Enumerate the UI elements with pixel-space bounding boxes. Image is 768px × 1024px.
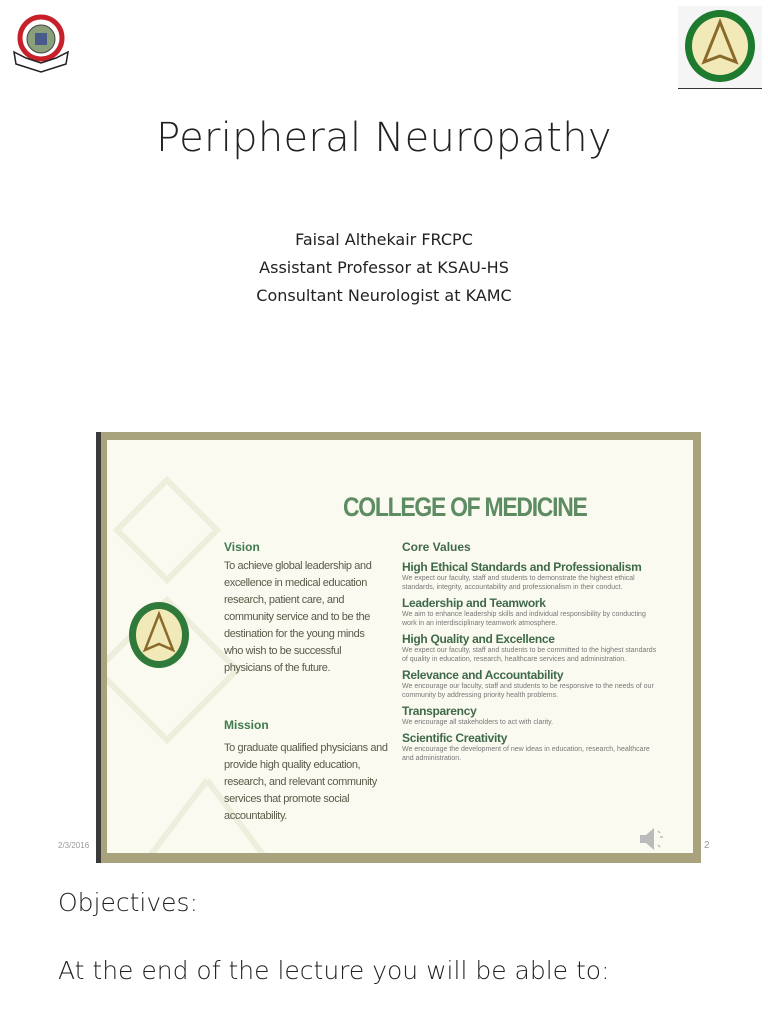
core-value-text: We encourage our faculty, staff and students to be responsive to the needs of our community by addressing priority health problems. xyxy=(402,683,654,699)
core-value-text: We expect our faculty, staff and students to be committed to the highest standards of quality in education, research, healthcare services and administration. xyxy=(402,647,657,663)
core-value-text: We aim to enhance leadership skills and individual responsibility by conducting work in an interdisciplinary teamwork atmosphere. xyxy=(402,611,646,627)
core-value-text: We encourage all stakeholders to act with clarity. xyxy=(402,719,554,726)
mission-text: To graduate qualified physicians and provide high quality education, research, and relevant community services that promote social accountability. xyxy=(224,742,388,822)
left-logo xyxy=(12,8,70,78)
author-name: Faisal Althekair FRCPC xyxy=(295,230,473,249)
core-values xyxy=(402,540,662,763)
core-value xyxy=(402,731,662,763)
core-value-title: Relevance and Accountability xyxy=(402,668,564,682)
right-logo xyxy=(678,6,762,89)
core-value-title: Leadership and Teamwork xyxy=(402,596,546,610)
author-role: Consultant Neurologist at KAMC xyxy=(256,286,512,305)
core-value-title: High Quality and Excellence xyxy=(402,632,555,646)
author-position: Assistant Professor at KSAU-HS xyxy=(259,258,509,277)
core-values-title: Core Values xyxy=(402,540,471,554)
slide-page-number: 2 xyxy=(704,840,710,851)
vision-text: To achieve global leadership and excellence in medical education research, patient care, and community service and to be the destination for the young minds who wish to be successful physicians of the future. xyxy=(224,560,372,674)
objectives-heading: Objectives: xyxy=(58,888,198,917)
core-value xyxy=(402,632,662,664)
slide-date: 2/3/2016 xyxy=(58,841,90,850)
core-value-text: We encourage the development of new ideas in education, research, healthcare and administration. xyxy=(402,746,650,762)
core-value-text: We expect our faculty, staff and students to demonstrate the highest ethical standards, integrity, accountability and professionalism in their conduct. xyxy=(402,575,635,591)
mission-title: Mission xyxy=(224,718,269,732)
vision-title: Vision xyxy=(224,540,260,554)
embedded-slide-image xyxy=(96,432,701,863)
core-value-title: High Ethical Standards and Professionalism xyxy=(402,560,642,574)
page-title: Peripheral Neuropathy xyxy=(156,115,612,161)
core-value xyxy=(402,668,662,700)
core-value xyxy=(402,596,662,628)
college-seal xyxy=(127,600,191,675)
slide-heading: COLLEGE OF MEDICINE xyxy=(343,492,587,522)
core-value-title: Transparency xyxy=(402,704,477,718)
core-value-title: Scientific Creativity xyxy=(402,731,508,745)
core-value xyxy=(402,704,662,727)
objectives-intro: At the end of the lecture you will be able to: xyxy=(58,956,610,985)
speaker-icon[interactable] xyxy=(637,825,665,853)
core-value xyxy=(402,560,662,592)
